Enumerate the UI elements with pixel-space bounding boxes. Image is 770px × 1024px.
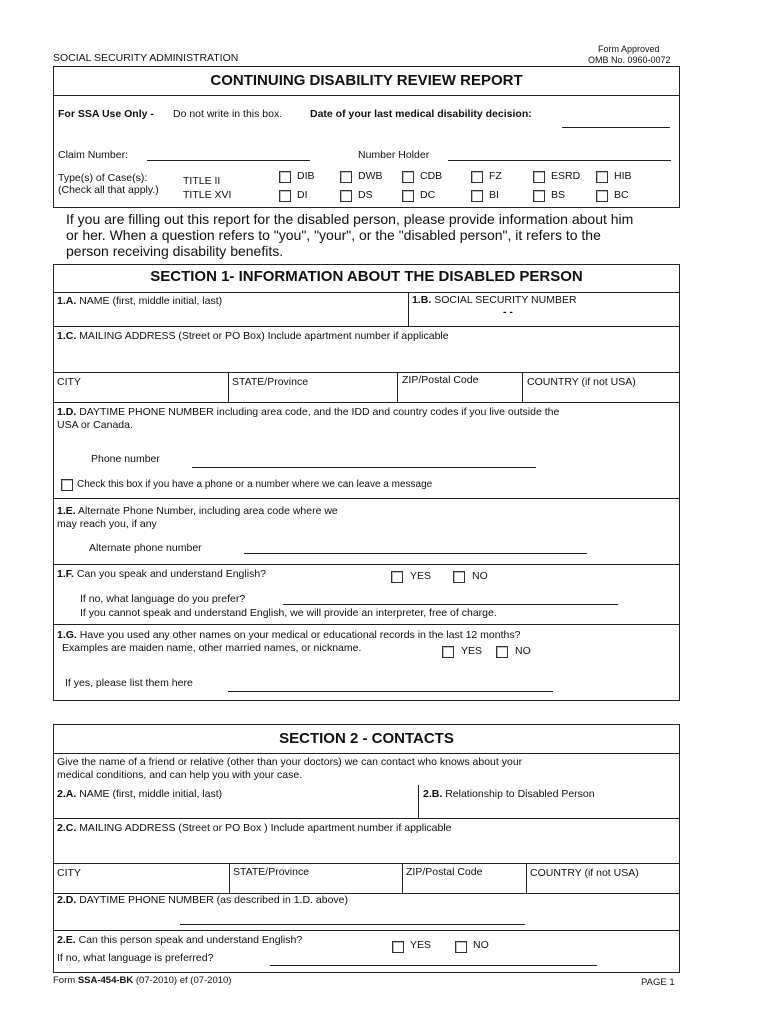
q1f-interpreter-note: If you cannot speak and understand English, we will provide an interpreter, free of charge. [80, 607, 497, 619]
q2e-label: 2.E. Can this person speak and understand English? [57, 934, 303, 946]
code-bc: BC [614, 189, 629, 201]
agency-name: SOCIAL SECURITY ADMINISTRATION [53, 52, 239, 64]
claim-number-label: Claim Number: [58, 149, 129, 161]
contact-zip-label: ZIP/Postal Code [406, 866, 483, 878]
q2e-yes-label: YES [410, 939, 432, 951]
code-esrd: ESRD [551, 170, 581, 182]
phone-number-label: Phone number [91, 453, 160, 465]
q1g-yes-label: YES [461, 645, 483, 657]
q1f-yes-label: YES [410, 570, 432, 582]
code-bi: BI [489, 189, 499, 201]
q2e-language-field[interactable] [270, 965, 597, 966]
checkbox-fz[interactable] [471, 171, 483, 183]
q1g-list-label: If yes, please list them here [65, 677, 193, 689]
checkbox-esrd[interactable] [533, 171, 545, 183]
checkbox-dwb[interactable] [340, 171, 352, 183]
q2d-label: 2.D. DAYTIME PHONE NUMBER (as described in 1.D. above) [57, 894, 348, 906]
last-decision-date-field[interactable] [562, 127, 670, 128]
q1f-label: 1.F. Can you speak and understand English? [57, 568, 266, 580]
section-2-title: SECTION 2 - CONTACTS [279, 730, 454, 747]
q2e-no-checkbox[interactable] [455, 941, 467, 953]
section-1-title: SECTION 1- INFORMATION ABOUT THE DISABLED PERSON [150, 268, 583, 285]
ssn-dashes: - - [503, 306, 513, 318]
zip-label: ZIP/Postal Code [402, 374, 479, 386]
checkbox-bc[interactable] [596, 190, 608, 202]
q1f-no-label: NO [472, 570, 488, 582]
q1f-language-label: If no, what language do you prefer? [80, 593, 246, 605]
q2e-language-label: If no, what language is preferred? [57, 952, 214, 964]
checkbox-ds[interactable] [340, 190, 352, 202]
q1c-label: 1.C. MAILING ADDRESS (Street or PO Box) Include apartment number if applicable [57, 330, 449, 342]
code-bs: BS [551, 189, 566, 201]
form-title: CONTINUING DISABILITY REVIEW REPORT [210, 72, 523, 89]
checkbox-dib[interactable] [279, 171, 291, 183]
q1f-yes-checkbox[interactable] [391, 571, 403, 583]
ssa-use-label: For SSA Use Only - [58, 108, 154, 120]
ssa-use-note: Do not write in this box. [173, 108, 283, 120]
code-di: DI [297, 189, 308, 201]
q1g-no-checkbox[interactable] [496, 646, 508, 658]
q1f-no-checkbox[interactable] [453, 571, 465, 583]
number-holder-label: Number Holder [358, 149, 430, 161]
code-hib: HIB [614, 170, 632, 182]
phone-number-field[interactable] [192, 467, 536, 468]
checkbox-hib[interactable] [596, 171, 608, 183]
checkbox-bs[interactable] [533, 190, 545, 202]
code-dc: DC [420, 189, 436, 201]
checkbox-di[interactable] [279, 190, 291, 202]
checkbox-cdb[interactable] [402, 171, 414, 183]
q1e-label: 1.E. Alternate Phone Number, including area code where we [57, 505, 338, 517]
leave-message-checkbox[interactable] [61, 479, 73, 491]
q1d-label-2: USA or Canada. [57, 419, 133, 431]
q1a-label: 1.A. NAME (first, middle initial, last) [57, 295, 223, 307]
leave-message-label: Check this box if you have a phone or a number where we can leave a message [77, 479, 433, 490]
q1d-label: 1.D. DAYTIME PHONE NUMBER including area code, and the IDD and country codes if you live outside the [57, 406, 560, 418]
q1g-label: 1.G. Have you used any other names on your medical or educational records in the last 12 months? [57, 629, 521, 641]
q2d-phone-field[interactable] [180, 924, 525, 925]
contact-country-label: COUNTRY (if not USA) [530, 867, 639, 879]
code-cdb: CDB [420, 170, 443, 182]
country-label: COUNTRY (if not USA) [527, 376, 636, 388]
form-id: Form SSA-454-BK (07-2010) ef (07-2010) [53, 975, 232, 986]
code-dib: DIB [297, 170, 315, 182]
title-ii-label: TITLE II [183, 175, 221, 187]
case-types-label: Type(s) of Case(s): [58, 172, 148, 184]
q2a-label: 2.A. NAME (first, middle initial, last) [57, 788, 223, 800]
intro-line-3: person receiving disability benefits. [66, 243, 284, 259]
checkbox-dc[interactable] [402, 190, 414, 202]
checkbox-bi[interactable] [471, 190, 483, 202]
page-number: PAGE 1 [641, 977, 675, 988]
q1g-list-field[interactable] [228, 691, 553, 692]
code-ds: DS [358, 189, 373, 201]
q2c-label: 2.C. MAILING ADDRESS (Street or PO Box ) Include apartment number if applicable [57, 822, 452, 834]
section-2-intro-1: Give the name of a friend or relative (other than your doctors) we can contact who knows about your [57, 756, 523, 768]
number-holder-field[interactable] [448, 160, 671, 161]
code-dwb: DWB [358, 170, 383, 182]
title-xvi-label: TITLE XVI [183, 189, 232, 201]
last-decision-date-label: Date of your last medical disability decision: [310, 108, 532, 120]
omb-number: OMB No. 0960-0072 [588, 55, 671, 65]
code-fz: FZ [489, 170, 502, 182]
q2b-label: 2.B. Relationship to Disabled Person [423, 788, 595, 800]
q1g-yes-checkbox[interactable] [442, 646, 454, 658]
q2e-no-label: NO [473, 939, 489, 951]
contact-city-label: CITY [57, 867, 81, 879]
q1g-label-2: Examples are maiden name, other married names, or nickname. [62, 642, 362, 654]
claim-number-field[interactable] [147, 160, 310, 161]
form-approved: Form Approved [598, 44, 660, 54]
contact-state-label: STATE/Province [233, 866, 310, 878]
alt-phone-field[interactable] [244, 553, 587, 554]
city-label: CITY [57, 376, 81, 388]
case-types-note: (Check all that apply.) [58, 184, 159, 196]
alt-phone-label: Alternate phone number [89, 542, 202, 554]
q1f-language-field[interactable] [283, 604, 618, 605]
q1b-label: 1.B. SOCIAL SECURITY NUMBER [412, 294, 577, 306]
q1e-label-2: may reach you, if any [57, 518, 157, 530]
q2e-yes-checkbox[interactable] [392, 941, 404, 953]
state-label: STATE/Province [232, 376, 309, 388]
section-2-intro-2: medical conditions, and can help you with your case. [57, 769, 303, 781]
q1g-no-label: NO [515, 645, 531, 657]
intro-line-1: If you are filling out this report for the disabled person, please provide information about him [66, 211, 634, 227]
intro-line-2: or her. When a question refers to "you", "your", or the "disabled person", it refers to the [66, 227, 601, 243]
